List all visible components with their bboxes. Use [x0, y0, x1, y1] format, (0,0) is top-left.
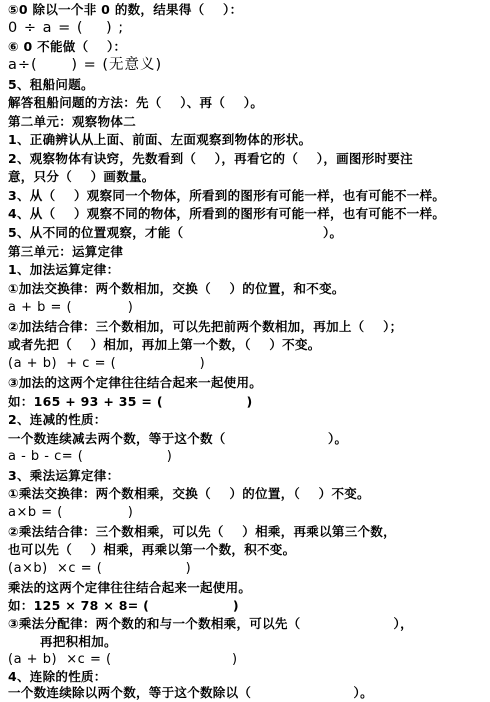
text-line: 解答租船问题的方法：先（ ）、再（ ）。: [8, 95, 264, 110]
formula-line: (a×b) ×c = ( ): [8, 561, 192, 576]
text-line: 4、从（ ）观察不同的物体，所看到的图形有可能一样，也有可能不一样。: [8, 206, 446, 221]
text-line: ①加法交换律：两个数相加，交换（ ）的位置，和不变。: [8, 281, 345, 296]
text-line: 也可以先（ ）相乘，再乘以第一个数，积不变。: [8, 542, 296, 557]
formula-line: a÷( ) = (无意义): [8, 57, 163, 73]
formula-line: 0 ÷ a = ( ) ;: [8, 20, 125, 36]
formula-line: (a + b) ×c = ( ): [8, 652, 238, 667]
text-line: 1、正确辨认从上面、前面、左面观察到物体的形状。: [8, 132, 312, 147]
text-line: ①乘法交换律：两个数相乘，交换（ ）的位置，（ ）不变。: [8, 486, 370, 501]
text-line: ⑤0 除以一个非 0 的数，结果得（ ）：: [8, 2, 243, 17]
text-line: 1、加法运算定律：: [8, 262, 120, 277]
text-line: ②乘法结合律：三个数相乘，可以先（ ）相乘，再乘以第三个数，: [8, 524, 396, 539]
formula-line: (a + b) + c = ( ): [8, 356, 206, 371]
text-line: 一个数连续除以两个数，等于这个数除以（ ）。: [8, 685, 373, 700]
text-line: ③加法的这两个定律往往结合起来一起使用。: [8, 375, 263, 390]
text-line: 如：165 + 93 + 35 = ( ): [8, 394, 253, 409]
text-line: 2、连减的性质：: [8, 412, 107, 427]
text-line: 如：125 × 78 × 8= ( ): [8, 598, 239, 613]
text-line: 一个数连续减去两个数，等于这个数（ ）。: [8, 431, 348, 446]
text-line: ③乘法分配律：两个数的和与一个数相乘，可以先（ ），: [8, 616, 413, 631]
section-heading: 第三单元：运算定律: [8, 244, 124, 259]
text-line: ⑥ 0 不能做（ ）：: [8, 39, 127, 54]
text-line: 4、连除的性质：: [8, 669, 107, 684]
text-line: 乘法的这两个定律往往结合起来一起使用。: [8, 580, 252, 595]
text-line: 3、乘法运算定律：: [8, 468, 120, 483]
text-line: 再把积相加。: [40, 634, 117, 649]
formula-line: a×b = ( ): [8, 505, 134, 520]
text-line: 5、租船问题。: [8, 77, 94, 92]
text-line: ②加法结合律：三个数相加，可以先把前两个数相加，再加上（ ）；: [8, 319, 403, 334]
text-line: 3、从（ ）观察同一个物体，所看到的图形有可能一样，也有可能不一样。: [8, 188, 446, 203]
text-line: 或者先把（ ）相加，再加上第一个数，（ ）不变。: [8, 337, 321, 352]
text-line: 5、从不同的位置观察，才能（ ）。: [8, 225, 343, 240]
text-line: 2、观察物体有诀窍，先数看到（ ），再看它的（ ），画图形时要注: [8, 151, 413, 166]
text-line: 意，只分（ ）画数量。: [8, 169, 155, 184]
formula-line: a + b = ( ): [8, 300, 134, 315]
formula-line: a - b - c= ( ): [8, 449, 173, 464]
section-heading: 第二单元：观察物体二: [8, 114, 137, 129]
